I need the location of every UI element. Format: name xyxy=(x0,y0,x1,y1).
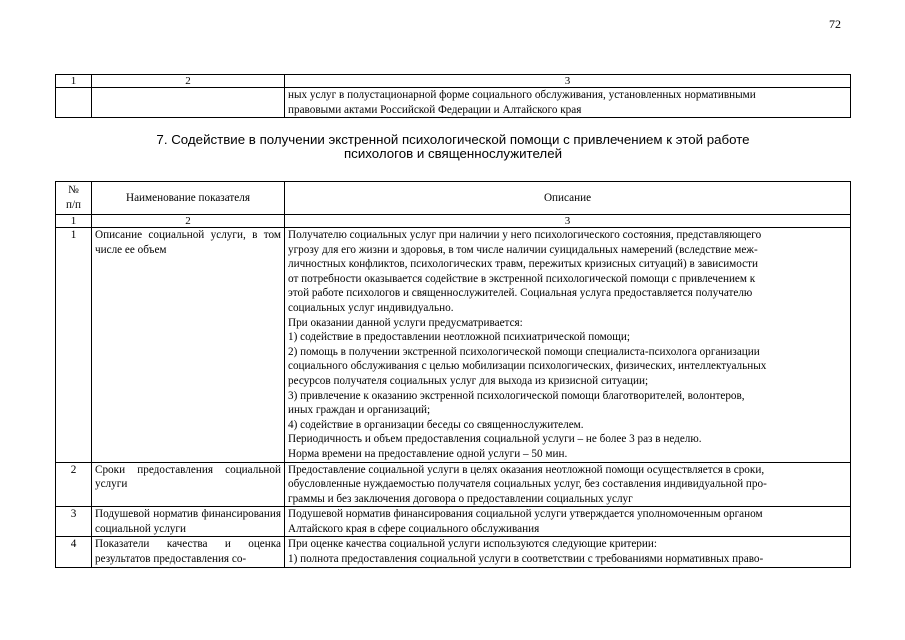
desc-line: 1) полнота предоставления социальной услуги в соответствии с требованиями нормативных право- xyxy=(288,553,764,566)
desc-line: иных граждан и организаций; xyxy=(288,404,431,417)
desc-line: Подушевой норматив финансирования социальной услуги утверждается уполномоченным органом xyxy=(288,508,763,521)
desc-line: 3) привлечение к оказанию экстренной психологической помощи благотворителей, волонтеров, xyxy=(288,389,745,402)
continuation-name-cell xyxy=(92,88,285,118)
continuation-desc-cell xyxy=(285,88,851,118)
desc-line: личностных конфликтов, психологических травм, пережитых кризисных ситуаций) в зависимости xyxy=(288,258,758,271)
table-header-row xyxy=(56,182,851,215)
row-desc xyxy=(285,537,851,567)
desc-line: угрозу для его жизни и здоровья, в том числе наличии суицидальных намерений (вследствие меж- xyxy=(288,243,758,256)
header-name: Наименование показателя xyxy=(92,182,285,215)
column-number-row xyxy=(56,215,851,228)
col-number-1: 1 xyxy=(56,75,92,88)
section-title-line: психологов и священнослужителей xyxy=(343,146,563,161)
desc-line: При оказании данной услуги предусматривается: xyxy=(288,316,523,329)
continuation-num-cell xyxy=(56,88,92,118)
row-num: 3 xyxy=(56,507,92,537)
desc-line: этой работе психологов и священнослужителей. Социальная услуга предоставляется получателю xyxy=(288,287,753,300)
row-num: 1 xyxy=(56,228,92,463)
section-title-line: 7. Содействие в получении экстренной психологической помощи с привлечением к этой работе xyxy=(156,132,750,147)
desc-line: ресурсов получателя социальных услуг для выхода из кризисной ситуации; xyxy=(288,374,649,387)
header-desc: Описание xyxy=(285,182,851,215)
col-number-3: 3 xyxy=(285,215,851,228)
table-row xyxy=(56,507,851,537)
row-desc xyxy=(285,462,851,507)
table-row xyxy=(56,462,851,507)
column-number-row xyxy=(56,75,851,88)
continuation-line: правовыми актами Российской Федерации и Алтайского края xyxy=(288,103,582,116)
col-number-2: 2 xyxy=(92,75,285,88)
desc-line: граммы и без заключения договора о предоставлении социальных услуг xyxy=(288,492,633,505)
row-name: Сроки предоставления социальной услуги xyxy=(92,462,285,507)
desc-line: При оценке качества социальной услуги используются следующие критерии: xyxy=(288,538,657,551)
desc-line: обусловленные нуждаемостью получателя социальных услуг, без составления индивидуальной про- xyxy=(288,478,767,491)
continuation-row xyxy=(56,88,851,118)
desc-line: Норма времени на предоставление одной услуги – 50 мин. xyxy=(288,447,568,460)
desc-line: 4) содействие в организации беседы со священнослужителем. xyxy=(288,418,584,431)
row-desc xyxy=(285,228,851,463)
section-title xyxy=(55,133,851,161)
table-row xyxy=(56,228,851,463)
continuation-line: ных услуг в полустационарной форме социального обслуживания, установленных нормативными xyxy=(288,89,756,101)
desc-line: 1) содействие в предоставлении неотложной психиатрической помощи; xyxy=(288,331,630,344)
desc-line: Алтайского края в сфере социального обслуживания xyxy=(288,522,540,535)
desc-line: от потребности оказывается содействие в экстренной психологической помощи с привлечением к xyxy=(288,272,756,285)
desc-line: социальных услуг индивидуально. xyxy=(288,301,454,314)
desc-line: Периодичность и объем предоставления социальной услуги – не более 3 раз в неделю. xyxy=(288,433,702,446)
page-number: 72 xyxy=(829,17,841,31)
continuation-table xyxy=(55,74,851,118)
col-number-2: 2 xyxy=(92,215,285,228)
col-number-3: 3 xyxy=(285,75,851,88)
row-name: Показатели качества и оценка результатов предоставления со- xyxy=(92,537,285,567)
col-number-1: 1 xyxy=(56,215,92,228)
desc-line: 2) помощь в получении экстренной психологической помощи специалиста-психолога организации xyxy=(288,345,760,358)
service-table xyxy=(55,181,851,568)
row-name: Описание социальной услуги, в том числе ее объем xyxy=(92,228,285,463)
desc-line: Предоставление социальной услуги в целях оказания неотложной помощи осуществляется в сроки, xyxy=(288,463,765,476)
row-desc xyxy=(285,507,851,537)
desc-line: Получателю социальных услуг при наличии у него психологического состояния, представляющего xyxy=(288,229,762,241)
desc-line: социального обслуживания с целью мобилизации психологических, физических, интеллектуальных xyxy=(288,360,767,373)
header-num: № п/п xyxy=(56,182,92,215)
table-row xyxy=(56,537,851,567)
row-num: 4 xyxy=(56,537,92,567)
row-name: Подушевой норматив финансирования социальной услуги xyxy=(92,507,285,537)
row-num: 2 xyxy=(56,462,92,507)
